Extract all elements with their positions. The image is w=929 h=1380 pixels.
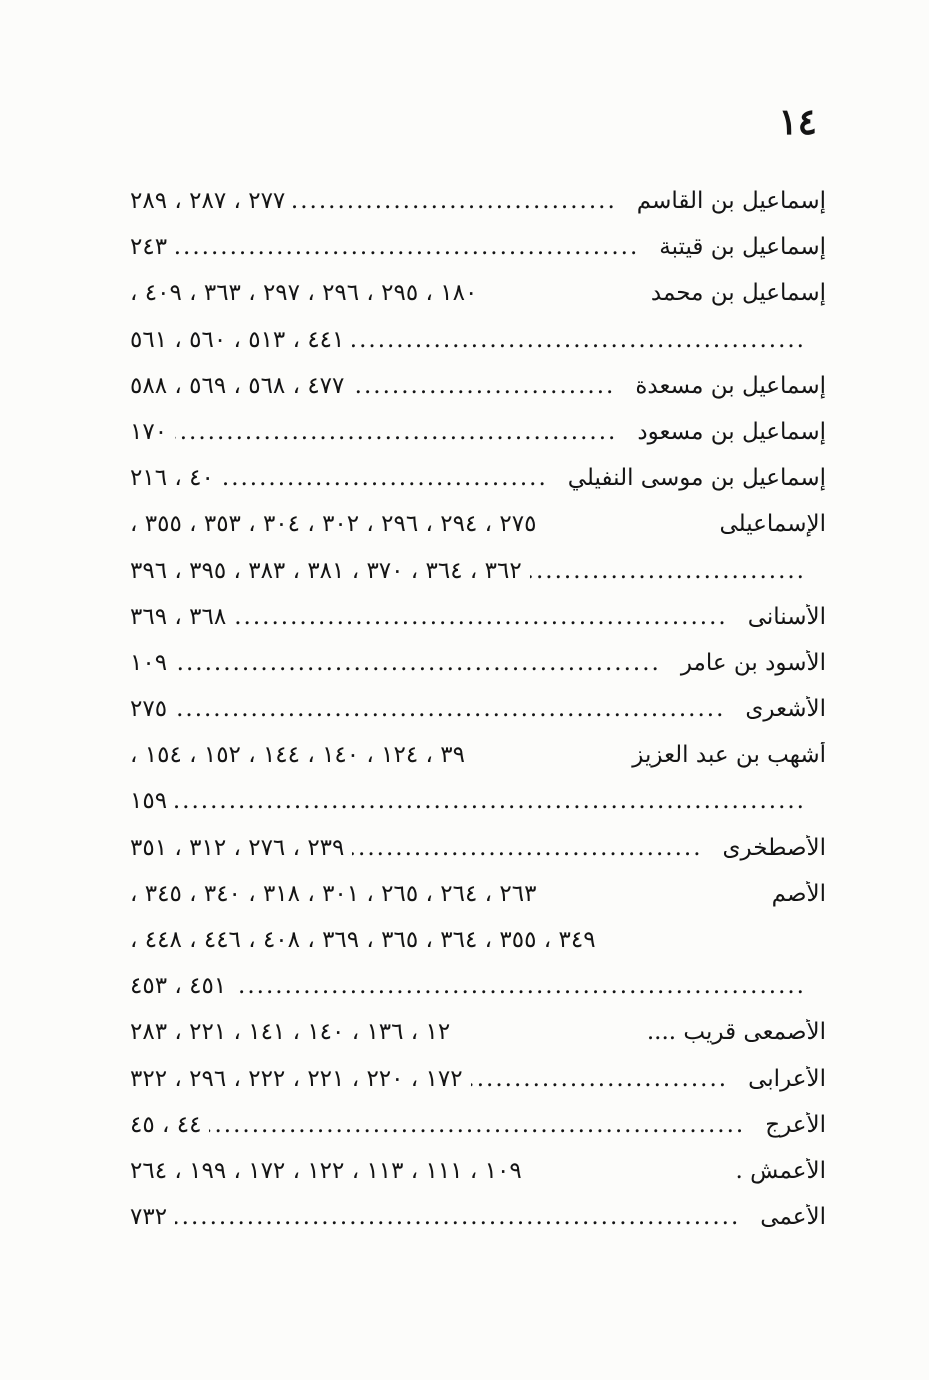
dot-leader — [234, 604, 728, 630]
entry-name: أشهب بن عبد العزيز — [632, 742, 826, 769]
index-continuation-line — [130, 327, 826, 373]
entry-name: الأصمعى قريب .... — [646, 1019, 826, 1046]
entry-name: إسماعيل بن مسعود — [637, 418, 826, 445]
entry-pages: ٤٤١ ، ٥١٣ ، ٥٦٠ ، ٥٦١ — [130, 326, 345, 353]
entry-name: الأسنانى — [747, 603, 826, 630]
entry-pages: ٢٧٥ — [130, 696, 168, 723]
index-entry — [130, 465, 826, 511]
entry-pages: ٢٤٣ — [130, 234, 168, 261]
entry-pages: ٤٤ ، ٤٥ — [130, 1111, 202, 1138]
dot-leader — [175, 419, 617, 445]
dot-leader — [175, 234, 639, 260]
index-continuation-line — [130, 788, 826, 834]
index-entry — [130, 650, 826, 696]
index-entry — [130, 1066, 826, 1112]
index-entry — [130, 1158, 826, 1204]
index-entry — [130, 511, 826, 557]
entry-pages: ٤٥١ ، ٤٥٣ — [130, 973, 227, 1000]
index-entry — [130, 835, 826, 881]
index-entry — [130, 1019, 826, 1065]
entry-name: الأسود بن عامر — [680, 649, 826, 676]
dot-leader — [352, 373, 615, 399]
entry-name: إسماعيل بن محمد — [650, 280, 826, 307]
page-number: ١٤ — [778, 101, 817, 143]
index-entry — [130, 188, 826, 234]
entry-pages: ٤٧٧ ، ٥٦٨ ، ٥٦٩ ، ٥٨٨ — [130, 372, 345, 399]
entry-pages: ٣٤٩ ، ٣٥٥ ، ٣٦٤ ، ٣٦٥ ، ٣٦٩ ، ٤٠٨ ، ٤٤٦ ، ٤٤٨ ، — [130, 927, 596, 953]
entry-pages: ٢٧٥ ، ٢٩٤ ، ٢٩٦ ، ٣٠٢ ، ٣٠٤ ، ٣٥٣ ، ٣٥٥ ، — [130, 511, 537, 538]
entry-pages: ٢٦٣ ، ٢٦٤ ، ٢٦٥ ، ٣٠١ ، ٣١٨ ، ٣٤٠ ، ٣٤٥ ، — [130, 880, 537, 907]
index-entry — [130, 604, 826, 650]
dot-leader — [175, 788, 806, 814]
index-continuation-line — [130, 973, 826, 1019]
entry-pages: ١٨٠ ، ٢٩٥ ، ٢٩٦ ، ٢٩٧ ، ٣٦٣ ، ٤٠٩ ، — [130, 280, 478, 307]
entry-pages: ٢٣٩ ، ٢٧٦ ، ٣١٢ ، ٣٥١ — [130, 834, 345, 861]
dot-leader — [175, 696, 725, 722]
entry-pages: ١٠٩ — [130, 649, 168, 676]
index-entry — [130, 881, 826, 927]
index-continuation-line — [130, 558, 826, 604]
dot-leader — [222, 465, 548, 491]
entry-name: الأعمى — [760, 1204, 826, 1231]
index-entry — [130, 927, 826, 973]
index-entry — [130, 419, 826, 465]
dot-leader — [471, 1066, 729, 1092]
entry-name: الأصم — [771, 880, 826, 907]
index-entry — [130, 373, 826, 419]
entry-pages: ٤٠ ، ٢١٦ — [130, 465, 214, 492]
dot-leader — [530, 558, 806, 584]
dot-leader — [352, 327, 806, 353]
entry-pages: ٣٩ ، ١٢٤ ، ١٤٠ ، ١٤٤ ، ١٥٢ ، ١٥٤ ، — [130, 742, 465, 769]
index-entry — [130, 742, 826, 788]
dot-leader — [175, 650, 661, 676]
entry-name: إسماعيل بن قيتبة — [659, 234, 826, 261]
entry-pages: ٧٣٢ — [130, 1204, 168, 1231]
index-entry — [130, 1204, 826, 1250]
entry-name: الإسماعيلى — [719, 511, 826, 538]
entry-name: الأصطخرى — [722, 834, 826, 861]
entry-name: إسماعيل بن مسعدة — [635, 372, 826, 399]
dot-leader — [234, 973, 806, 999]
dot-leader — [293, 188, 617, 214]
entry-pages: ٢٧٧ ، ٢٨٧ ، ٢٨٩ — [130, 188, 286, 214]
entry-pages: ٣٦٨ ، ٣٦٩ — [130, 603, 227, 630]
index-list — [130, 188, 826, 1250]
entry-pages: ١٠٩ ، ١١١ ، ١١٣ ، ١٢٢ ، ١٧٢ ، ١٩٩ ، ٢٦٤ — [130, 1157, 522, 1184]
entry-pages: ١٥٩ — [130, 788, 168, 815]
entry-pages: ١٧٠ — [130, 418, 168, 445]
index-entry — [130, 234, 826, 280]
index-entry — [130, 696, 826, 742]
dot-leader — [352, 835, 702, 861]
entry-pages: ٣٦٢ ، ٣٦٤ ، ٣٧٠ ، ٣٨١ ، ٣٨٣ ، ٣٩٥ ، ٣٩٦ — [130, 557, 522, 584]
dot-leader — [175, 1204, 740, 1230]
entry-pages: ١٢ ، ١٣٦ ، ١٤٠ ، ١٤١ ، ٢٢١ ، ٢٨٣ — [130, 1019, 451, 1046]
entry-name: الأعرج — [765, 1111, 826, 1138]
entry-name: الأشعرى — [745, 696, 826, 723]
dot-leader — [209, 1112, 745, 1138]
index-entry — [130, 280, 826, 326]
index-entry — [130, 1112, 826, 1158]
entry-name: إسماعيل بن موسى النفيلي — [567, 465, 826, 492]
entry-name: الأعمش . — [735, 1157, 826, 1184]
entry-name: الأعرابى — [748, 1065, 826, 1092]
entry-pages: ١٧٢ ، ٢٢٠ ، ٢٢١ ، ٢٢٢ ، ٢٩٦ ، ٣٢٢ — [130, 1065, 463, 1092]
entry-name: إسماعيل بن القاسم — [636, 188, 826, 214]
